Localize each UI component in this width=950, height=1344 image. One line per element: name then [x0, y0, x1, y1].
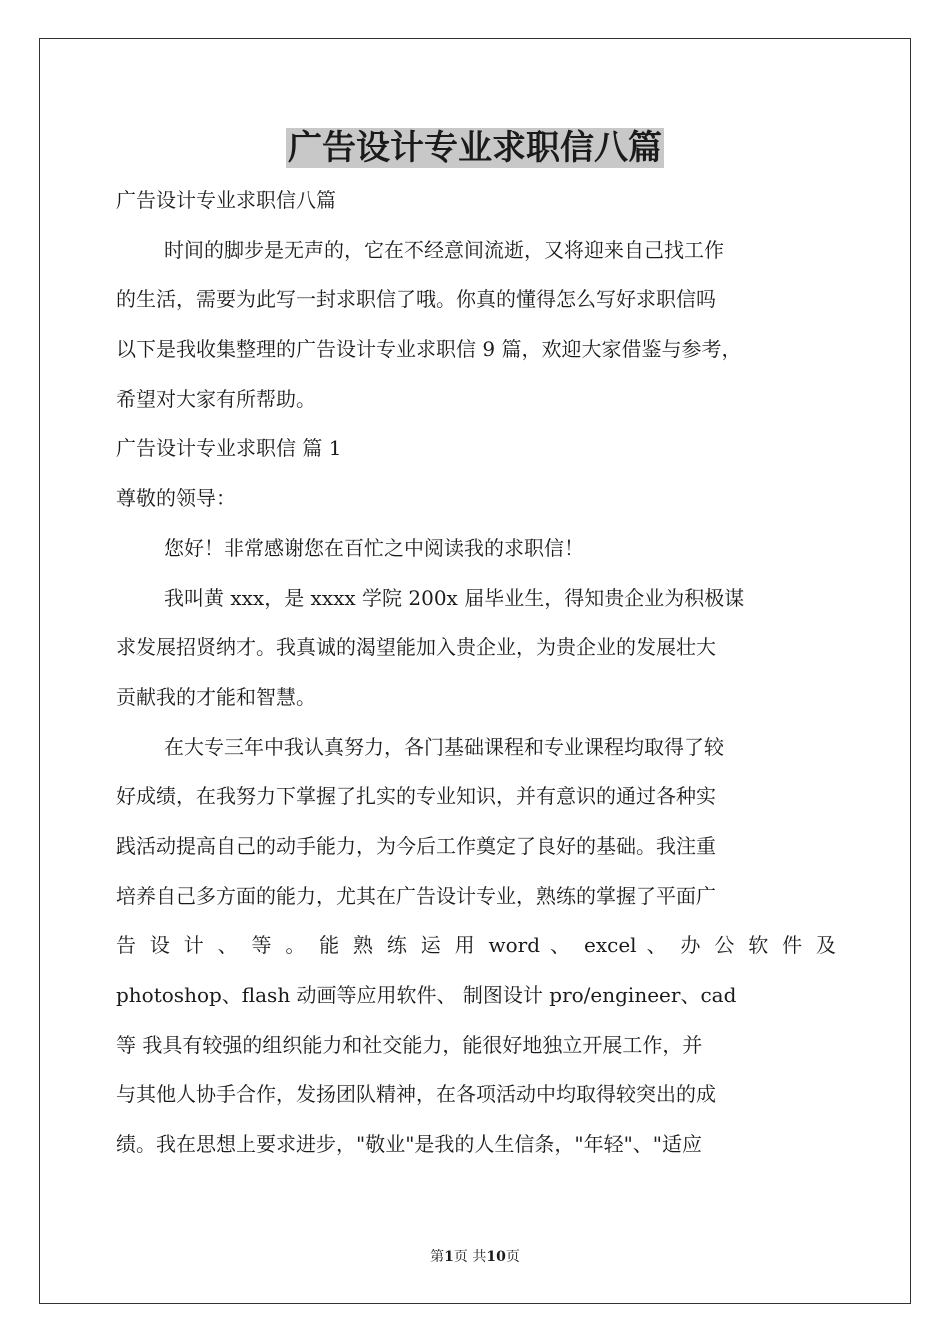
paragraph-line: 等 我具有较强的组织能力和社交能力，能很好地独立开展工作，并 [116, 1032, 703, 1057]
paragraph-line: 您好！非常感谢您在百忙之中阅读我的求职信！ [164, 535, 584, 560]
document-title-text: 广告设计专业求职信八篇 [288, 128, 662, 168]
paragraph-line: 培养自己多方面的能力，尤其在广告设计专业，熟练的掌握了平面广 [116, 883, 716, 908]
paragraph-line: 告 设 计 、 等 。 能 熟 练 运 用 word 、 excel 、 办 公 软 件 及 [116, 933, 836, 958]
document-title [0, 126, 950, 170]
page-footer [0, 1248, 950, 1266]
paragraph-line: 在大专三年中我认真努力，各门基础课程和专业课程均取得了较 [164, 734, 724, 759]
paragraph-line: 绩。我在思想上要求进步，"敬业"是我的人生信条，"年轻"、"适应 [116, 1132, 702, 1157]
footer-total-pages: 10 [486, 1249, 506, 1265]
paragraph-line: photoshop、flash 动画等应用软件、 制图设计 pro/engineer、cad [116, 983, 737, 1007]
paragraph-line: 践活动提高自己的动手能力，为今后工作奠定了良好的基础。我注重 [116, 833, 716, 858]
footer-page-number: 1 [444, 1249, 454, 1265]
paragraph-line: 求发展招贤纳才。我真诚的渴望能加入贵企业，为贵企业的发展壮大 [116, 635, 716, 660]
paragraph-line: 以下是我收集整理的广告设计专业求职信 9 篇，欢迎大家借鉴与参考， [116, 337, 742, 362]
paragraph-line: 贡献我的才能和智慧。 [116, 684, 316, 709]
paragraph-line: 希望对大家有所帮助。 [116, 386, 316, 411]
salutation: 尊敬的领导： [116, 486, 236, 511]
paragraph-line: 与其他人协手合作，发扬团队精神，在各项活动中均取得较突出的成 [116, 1082, 716, 1107]
footer-middle: 页 共 [453, 1249, 487, 1265]
document-body [116, 176, 836, 1170]
paragraph-line: 好成绩，在我努力下掌握了扎实的专业知识，并有意识的通过各种实 [116, 784, 716, 809]
footer-prefix: 第 [430, 1249, 445, 1265]
paragraph-line: 时间的脚步是无声的，它在不经意间流逝，又将迎来自己找工作 [164, 237, 724, 262]
section-heading: 广告设计专业求职信 篇 1 [116, 436, 342, 461]
footer-suffix: 页 [505, 1249, 520, 1265]
paragraph-line: 的生活，需要为此写一封求职信了哦。你真的懂得怎么写好求职信吗 [116, 287, 716, 312]
paragraph-line: 我叫黄 xxx，是 xxxx 学院 200x 届毕业生，得知贵企业为积极谋 [164, 585, 745, 610]
subtitle-line: 广告设计专业求职信八篇 [116, 188, 336, 212]
